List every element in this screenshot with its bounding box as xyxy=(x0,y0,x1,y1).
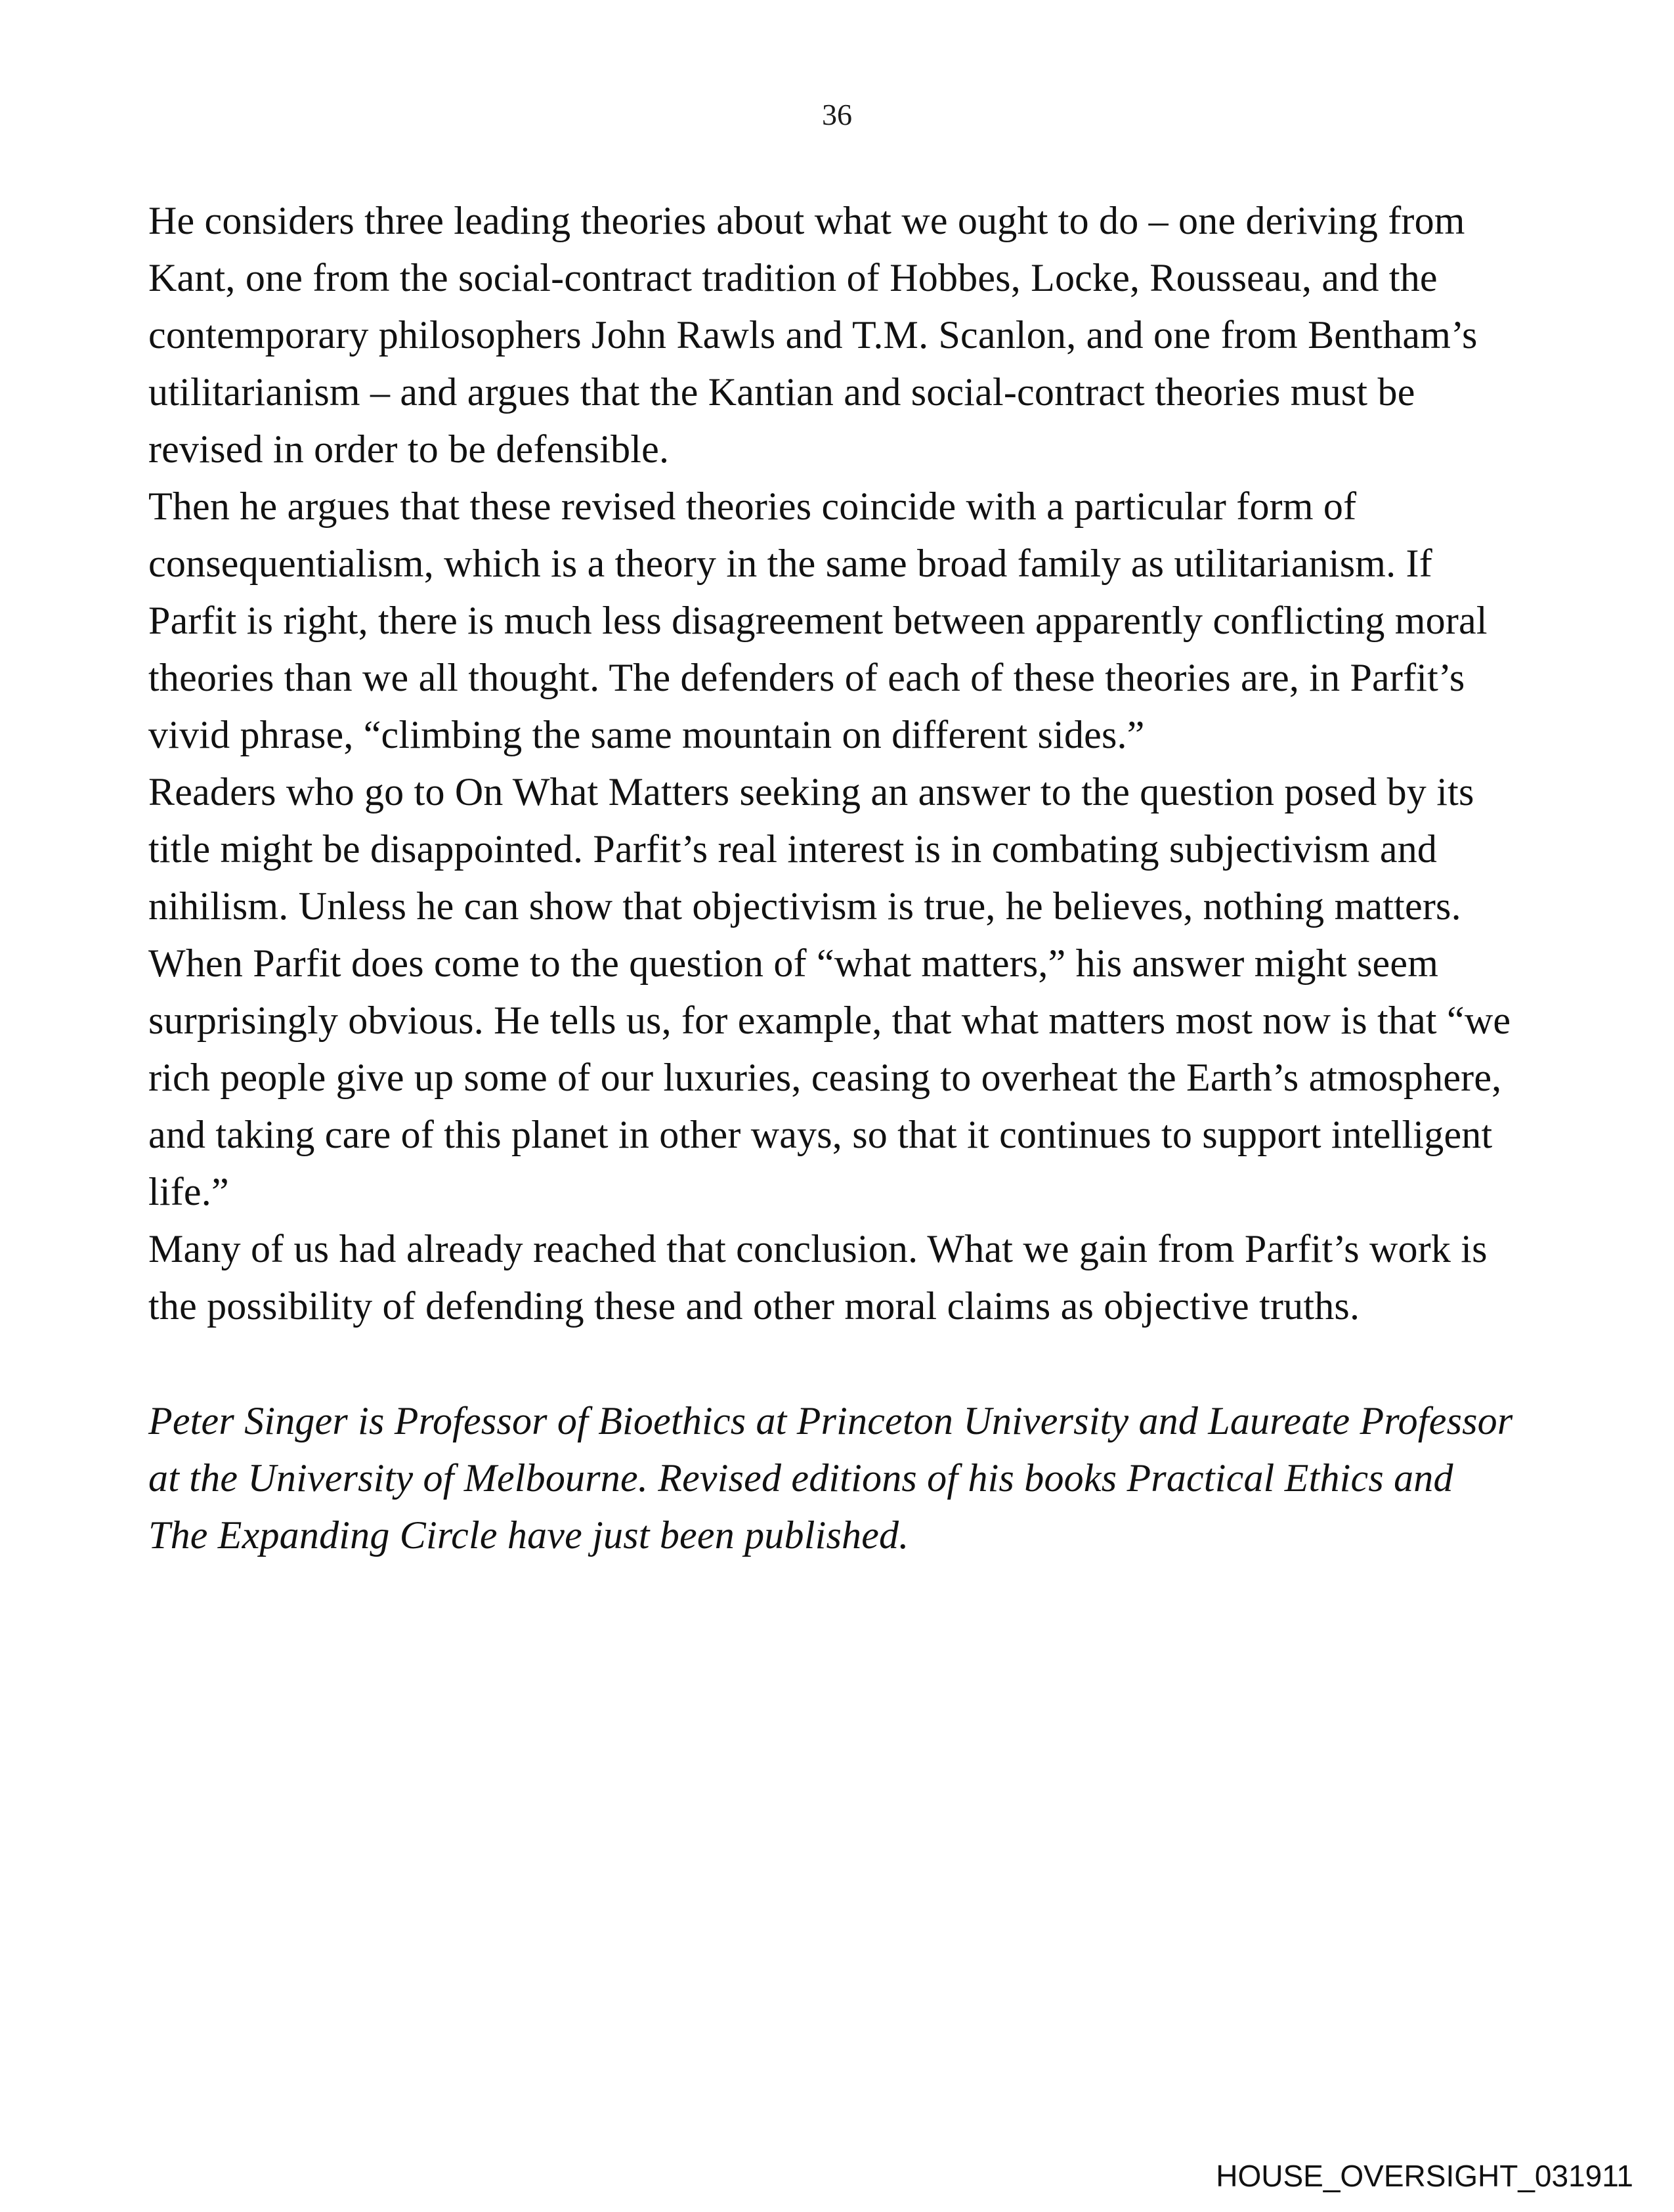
body-paragraph-1: He considers three leading theories about what we ought to do – one deriving from Kant, one from the social-contract tradition of Hobbes, Locke, Rousseau, and the contemporary philosophers John Rawls and T.M. Scanlon, and one from Bentham’s utilitarianism – and argues that the Kantian and social-contract theories must be revised in order to be defensible. xyxy=(148,199,1478,471)
body-paragraph-4: When Parfit does come to the question of “what matters,” his answer might seem surprisingly obvious. He tells us, for example, that what matters most now is that “we rich people give up some of our luxuries, ceasing to overheat the Earth’s atmosphere, and taking care of this planet in other ways, so that it continues to support intelligent life.” xyxy=(148,942,1511,1213)
body-paragraph-3: Readers who go to On What Matters seeking an answer to the question posed by its title might be disappointed. Parfit’s real interest is in combating subjectivism and nihilism. Unless he can show that objectivism is true, he believes, nothing matters. xyxy=(148,770,1474,928)
document-body xyxy=(148,192,1516,1564)
page-number: 36 xyxy=(822,98,852,131)
bates-stamp: HOUSE_OVERSIGHT_031911 xyxy=(1216,2159,1633,2193)
body-paragraph-2: Then he argues that these revised theories coincide with a particular form of consequentialism, which is a theory in the same broad family as utilitarianism. If Parfit is right, there is much less disagreement between apparently conflicting moral theories than we all thought. The defenders of each of these theories are, in Parfit’s vivid phrase, “climbing the same mountain on different sides.” xyxy=(148,485,1488,756)
author-bio: Peter Singer is Professor of Bioethics at Princeton University and Laureate Professor at the University of Melbourne. Revised editions of his books Practical Ethics and The Expanding Circle have just been published. xyxy=(148,1399,1513,1557)
body-paragraph-5: Many of us had already reached that conclusion. What we gain from Parfit’s work is the possibility of defending these and other moral claims as objective truths. xyxy=(148,1227,1488,1328)
